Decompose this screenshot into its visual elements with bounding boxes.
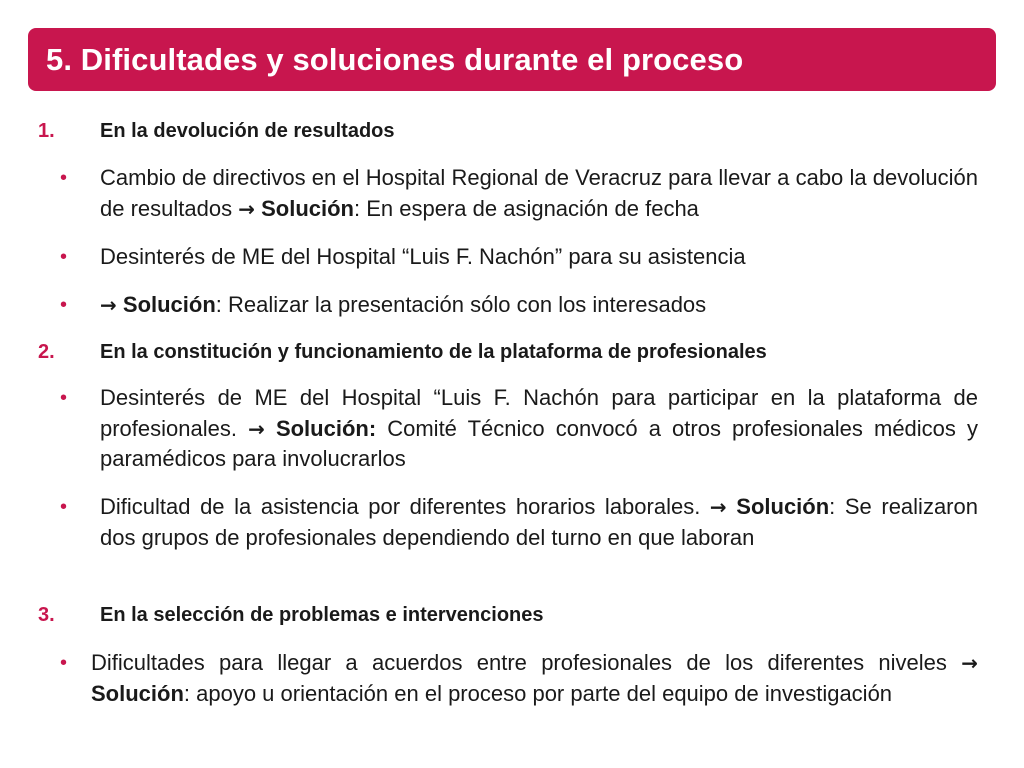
- bullet-icon: •: [60, 246, 68, 268]
- solution-label: Solución: [91, 680, 184, 706]
- section-number: 2.: [38, 341, 55, 363]
- bullet-icon: •: [60, 167, 68, 189]
- list-item: • Cambio de directivos en el Hospital Regional de Veracruz para llevar a cabo la devolución de resultados → Solución: En espera de asignación de fecha: [60, 165, 978, 221]
- list-item: • Dificultad de la asistencia por diferentes horarios laborales. → Solución: Se realizaron dos grupos de profesionales dependiendo del turno en que laboran: [60, 494, 978, 550]
- section-number: 3.: [38, 604, 55, 626]
- bullet-icon: •: [60, 652, 68, 674]
- section-title: En la devolución de resultados: [100, 120, 395, 142]
- section-title: En la constitución y funcionamiento de la plataforma de profesionales: [100, 341, 767, 363]
- solution-label: Solución: [261, 195, 354, 221]
- list-item: • Desinterés de ME del Hospital “Luis F. Nachón” para su asistencia: [60, 242, 978, 273]
- page-title: 5. Dificultades y soluciones durante el proceso: [46, 41, 744, 77]
- section-title: En la selección de problemas e intervenciones: [100, 604, 544, 626]
- arrow-right-icon: →: [961, 651, 978, 675]
- list-item: • Dificultades para llegar a acuerdos entre profesionales de los diferentes niveles → Solución: apoyo u orientación en el proceso por parte del equipo de investigación: [60, 650, 978, 706]
- arrow-right-icon: →: [709, 495, 727, 519]
- arrow-right-icon: →: [248, 416, 265, 441]
- section-number: 1.: [38, 120, 55, 142]
- list-item: • → Solución: Realizar la presentación sólo con los interesados: [60, 290, 978, 321]
- arrow-right-icon: →: [100, 293, 117, 317]
- bullet-icon: •: [60, 294, 68, 316]
- list-item: • Desinterés de ME del Hospital “Luis F. Nachón para participar en la plataforma de profesionales. → Solución: Comité Técnico convocó a otros profesionales médicos y paramédicos para involucrarlos: [60, 385, 978, 471]
- arrow-right-icon: →: [238, 196, 255, 221]
- solution-label: Solución:: [275, 415, 377, 441]
- bullet-icon: •: [60, 387, 68, 409]
- solution-label: Solución: [736, 494, 830, 519]
- solution-label: Solución: [122, 292, 216, 317]
- bullet-icon: •: [60, 496, 68, 518]
